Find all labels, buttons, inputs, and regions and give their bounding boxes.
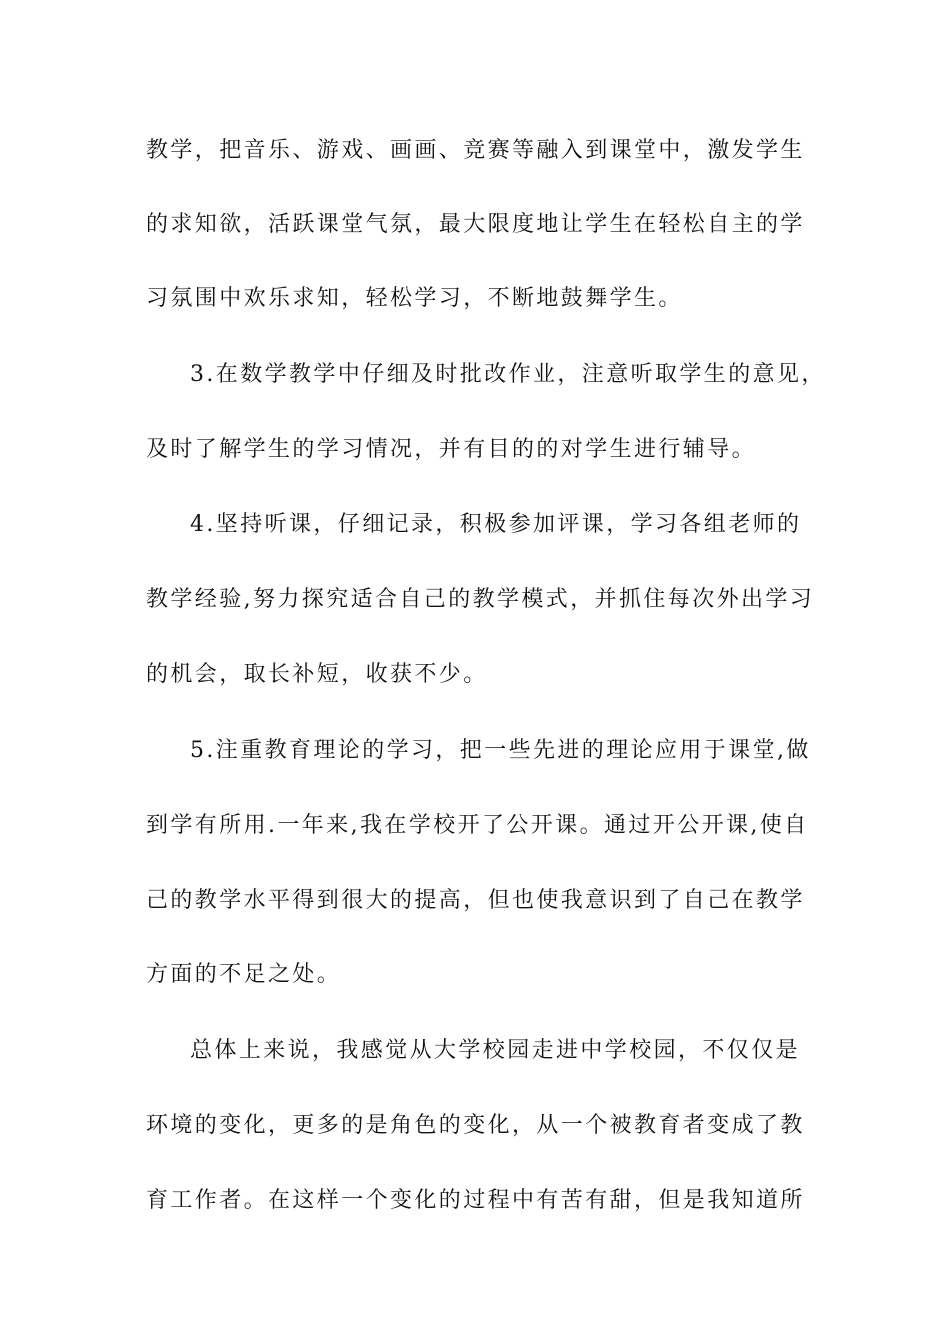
text-line: 方面的不足之处。: [146, 962, 342, 987]
paragraph-start-line: 3.在数学教学中仔细及时批改作业，注意听取学生的意见，: [190, 362, 826, 387]
text-line: 己的教学水平得到很大的提高，但也使我意识到了自己在教学: [146, 888, 805, 913]
text-line: 的求知欲，活跃课堂气氛，最大限度地让学生在轻松自主的学: [146, 212, 805, 237]
text-line: 教学经验,努力探究适合自己的教学模式，并抓住每次外出学习: [146, 587, 815, 612]
paragraph-start-line: 5.注重教育理论的学习，把一些先进的理论应用于课堂,做: [190, 738, 811, 763]
paragraph-start-line: 4.坚持听课，仔细记录，积极参加评课，学习各组老师的: [190, 512, 802, 537]
text-line: 及时了解学生的学习情况，并有目的的对学生进行辅导。: [146, 437, 757, 462]
text-line: 到学有所用.一年来,我在学校开了公开课。通过开公开课,使自: [146, 813, 809, 838]
text-line: 育工作者。在这样一个变化的过程中有苦有甜，但是我知道所: [146, 1188, 805, 1213]
paragraph-start-line: 总体上来说，我感觉从大学校园走进中学校园，不仅仅是: [190, 1038, 801, 1063]
text-line: 教学，把音乐、游戏、画画、竞赛等融入到课堂中，激发学生: [146, 138, 805, 163]
text-line: 的机会，取长补短，收获不少。: [146, 662, 488, 687]
text-line: 环境的变化，更多的是角色的变化，从一个被教育者变成了教: [146, 1113, 805, 1138]
text-line: 习氛围中欢乐求知，轻松学习，不断地鼓舞学生。: [146, 286, 683, 311]
